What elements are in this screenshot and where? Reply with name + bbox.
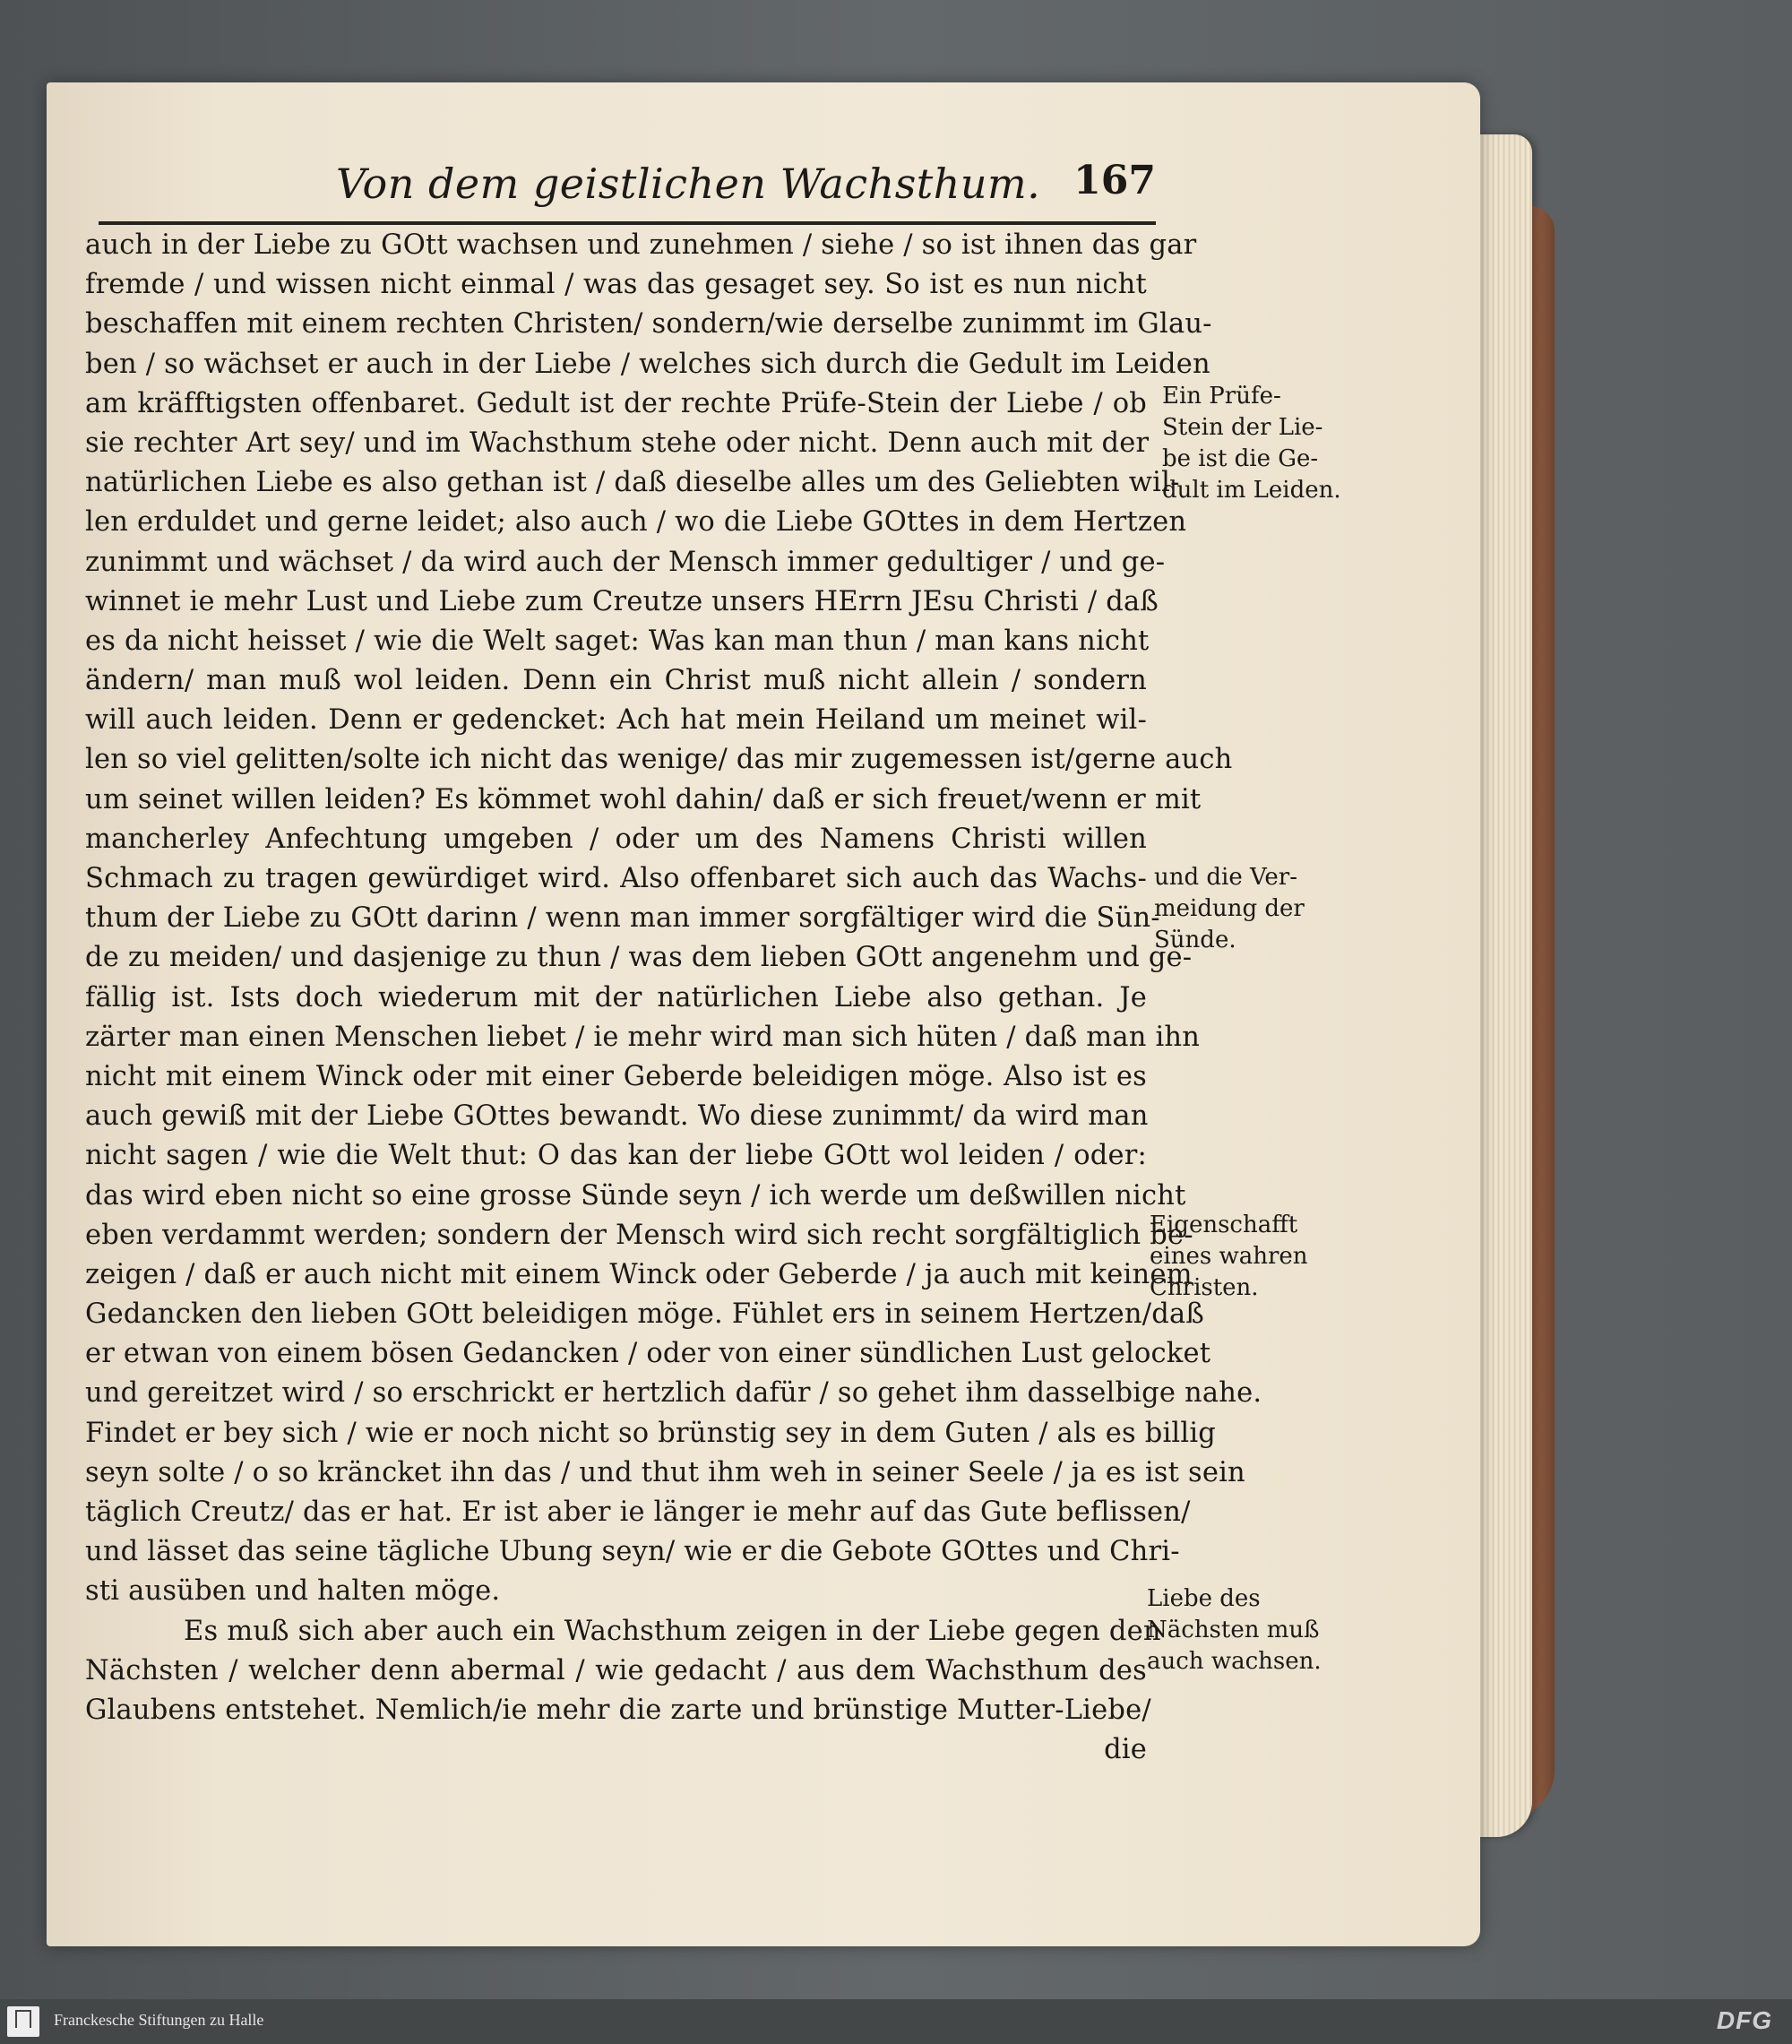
- text-line: Schmach zu tragen gewürdiget wird. Also offenbaret sich auch das Wachs-: [85, 863, 1147, 894]
- margin-note: [1162, 381, 1341, 506]
- text-line: täglich Creutz/ das er hat. Er ist aber ie länger ie mehr auf das Gute beflissen/: [85, 1496, 1191, 1528]
- margin-note-line: Eigenschafft: [1150, 1212, 1298, 1238]
- text-line: nicht mit einem Winck oder mit einer Geberde beleidigen möge. Also ist es: [85, 1060, 1147, 1092]
- catchword: die: [1104, 1734, 1147, 1766]
- margin-note: [1147, 1583, 1322, 1677]
- text-line: de zu meiden/ und dasjenige zu thun / was dem lieben GOtt angenehm und ge-: [85, 942, 1193, 974]
- institution-logo-icon: [7, 2006, 39, 2037]
- margin-note: [1150, 1210, 1308, 1304]
- page-number: 167: [1073, 158, 1156, 203]
- text-line: um seinet willen leiden? Es kömmet wohl dahin/ daß er sich freuet/wenn er mit: [85, 783, 1202, 815]
- margin-note-line: Liebe des: [1147, 1585, 1261, 1612]
- text-line: eben verdammt werden; sondern der Mensch wird sich recht sorgfältiglich be-: [85, 1219, 1193, 1251]
- margin-note: [1154, 862, 1305, 956]
- text-line: zunimmt und wächset / da wird auch der Mensch immer gedultiger / und ge-: [85, 546, 1166, 578]
- text-line: es da nicht heisset / wie die Welt saget: Was kan man thun / man kans nicht: [85, 625, 1150, 657]
- text-line: Nächsten / welcher denn abermal / wie gedacht / aus dem Wachsthum des: [85, 1654, 1147, 1686]
- footer-owner: Franckesche Stiftungen zu Halle: [54, 2011, 264, 2029]
- text-line: das wird eben nicht so eine grosse Sünde seyn / ich werde um deßwillen nicht: [85, 1179, 1186, 1212]
- header-rule: [99, 221, 1156, 225]
- text-line: natürlichen Liebe es also gethan ist / daß dieselbe alles um des Geliebten wil-: [85, 467, 1180, 499]
- margin-note-line: Stein der Lie-: [1162, 414, 1323, 441]
- text-line: auch gewiß mit der Liebe GOttes bewandt. Wo diese zunimmt/ da wird man: [85, 1100, 1149, 1133]
- text-line: Findet er bey sich / wie er noch nicht so brünstig sey in dem Guten / als es billig: [85, 1417, 1217, 1449]
- text-line: will auch leiden. Denn er gedencket: Ach hat mein Heiland um meinet wil-: [85, 704, 1147, 737]
- margin-note-line: Ein Prüfe-: [1162, 383, 1281, 410]
- text-line: len erduldet und gerne leidet; also auch / wo die Liebe GOttes in dem Hertzen: [85, 506, 1187, 539]
- dfg-logo: DFG: [1716, 2006, 1772, 2034]
- text-line: fällig ist. Ists doch wiederum mit der natürlichen Liebe also gethan. Je: [85, 981, 1147, 1013]
- margin-note-line: dult im Leiden.: [1162, 477, 1341, 504]
- text-line: und gereitzet wird / so erschrickt er hertzlich dafür / so gehet ihm dasselbige nahe.: [85, 1377, 1262, 1410]
- text-line: thum der Liebe zu GOtt darinn / wenn man immer sorgfältiger wird die Sün-: [85, 902, 1160, 935]
- margin-note-line: be ist die Ge-: [1162, 445, 1319, 472]
- logo-mark: [15, 2010, 31, 2028]
- text-line: und lässet das seine tägliche Ubung seyn/ wie er die Gebote GOttes und Chri-: [85, 1536, 1180, 1568]
- margin-note-line: auch wachsen.: [1147, 1648, 1322, 1675]
- text-line: winnet ie mehr Lust und Liebe zum Creutze unsers HErrn JEsu Christi / daß: [85, 585, 1159, 617]
- text-line: beschaffen mit einem rechten Christen/ sondern/wie derselbe zunimmt im Glau-: [85, 308, 1212, 341]
- margin-note-line: Christen.: [1150, 1274, 1259, 1301]
- text-line: fremde / und wissen nicht einmal / was das gesaget sey. So ist es nun nicht: [85, 269, 1147, 301]
- text-line: mancherley Anfechtung umgeben / oder um des Namens Christi willen: [85, 823, 1147, 855]
- text-line: zärter man einen Menschen liebet / ie mehr wird man sich hüten / daß man ihn: [85, 1021, 1201, 1053]
- text-line: ben / so wächset er auch in der Liebe / welches sich durch die Gedult im Leiden: [85, 348, 1210, 380]
- text-line: ändern/ man muß wol leiden. Denn ein Christ muß nicht allein / sondern: [85, 665, 1147, 697]
- text-line: Es muß sich aber auch ein Wachsthum zeigen in der Liebe gegen den: [184, 1615, 1161, 1647]
- margin-note-line: meidung der: [1154, 895, 1305, 922]
- margin-note-line: Sünde.: [1154, 927, 1236, 953]
- text-line: er etwan von einem bösen Gedancken / oder von einer sündlichen Lust gelocket: [85, 1338, 1211, 1370]
- text-line: sti ausüben und halten möge.: [85, 1575, 501, 1608]
- text-line: sie rechter Art sey/ und im Wachsthum stehe oder nicht. Denn auch mit der: [85, 427, 1150, 459]
- text-line: am kräfftigsten offenbaret. Gedult ist der rechte Prüfe-Stein der Liebe / ob: [85, 387, 1147, 419]
- text-line: nicht sagen / wie die Welt thut: O das kan der liebe GOtt wol leiden / oder:: [85, 1140, 1147, 1172]
- text-line: len so viel gelitten/solte ich nicht das wenige/ das mir zugemessen ist/gerne auch: [85, 744, 1233, 776]
- text-line: auch in der Liebe zu GOtt wachsen und zunehmen / siehe / so ist ihnen das gar: [85, 229, 1197, 261]
- running-head: [296, 152, 1156, 215]
- text-line: Gedancken den lieben GOtt beleidigen möge. Fühlet ers in seinem Hertzen/daß: [85, 1298, 1204, 1331]
- running-title: Von dem geistlichen Wachsthum.: [336, 160, 1041, 208]
- text-line: Glaubens entstehet. Nemlich/ie mehr die zarte und brünstige Mutter-Liebe/: [85, 1694, 1151, 1726]
- margin-note-line: Nächsten muß: [1147, 1617, 1320, 1643]
- footer-bar: [0, 1999, 1792, 2044]
- margin-note-line: eines wahren: [1150, 1243, 1308, 1270]
- margin-note-line: und die Ver-: [1154, 864, 1297, 891]
- text-line: zeigen / daß er auch nicht mit einem Winck oder Geberde / ja auch mit keinem: [85, 1258, 1193, 1290]
- text-line: seyn solte / o so kräncket ihn das / und thut ihm weh in seiner Seele / ja es ist sein: [85, 1456, 1245, 1488]
